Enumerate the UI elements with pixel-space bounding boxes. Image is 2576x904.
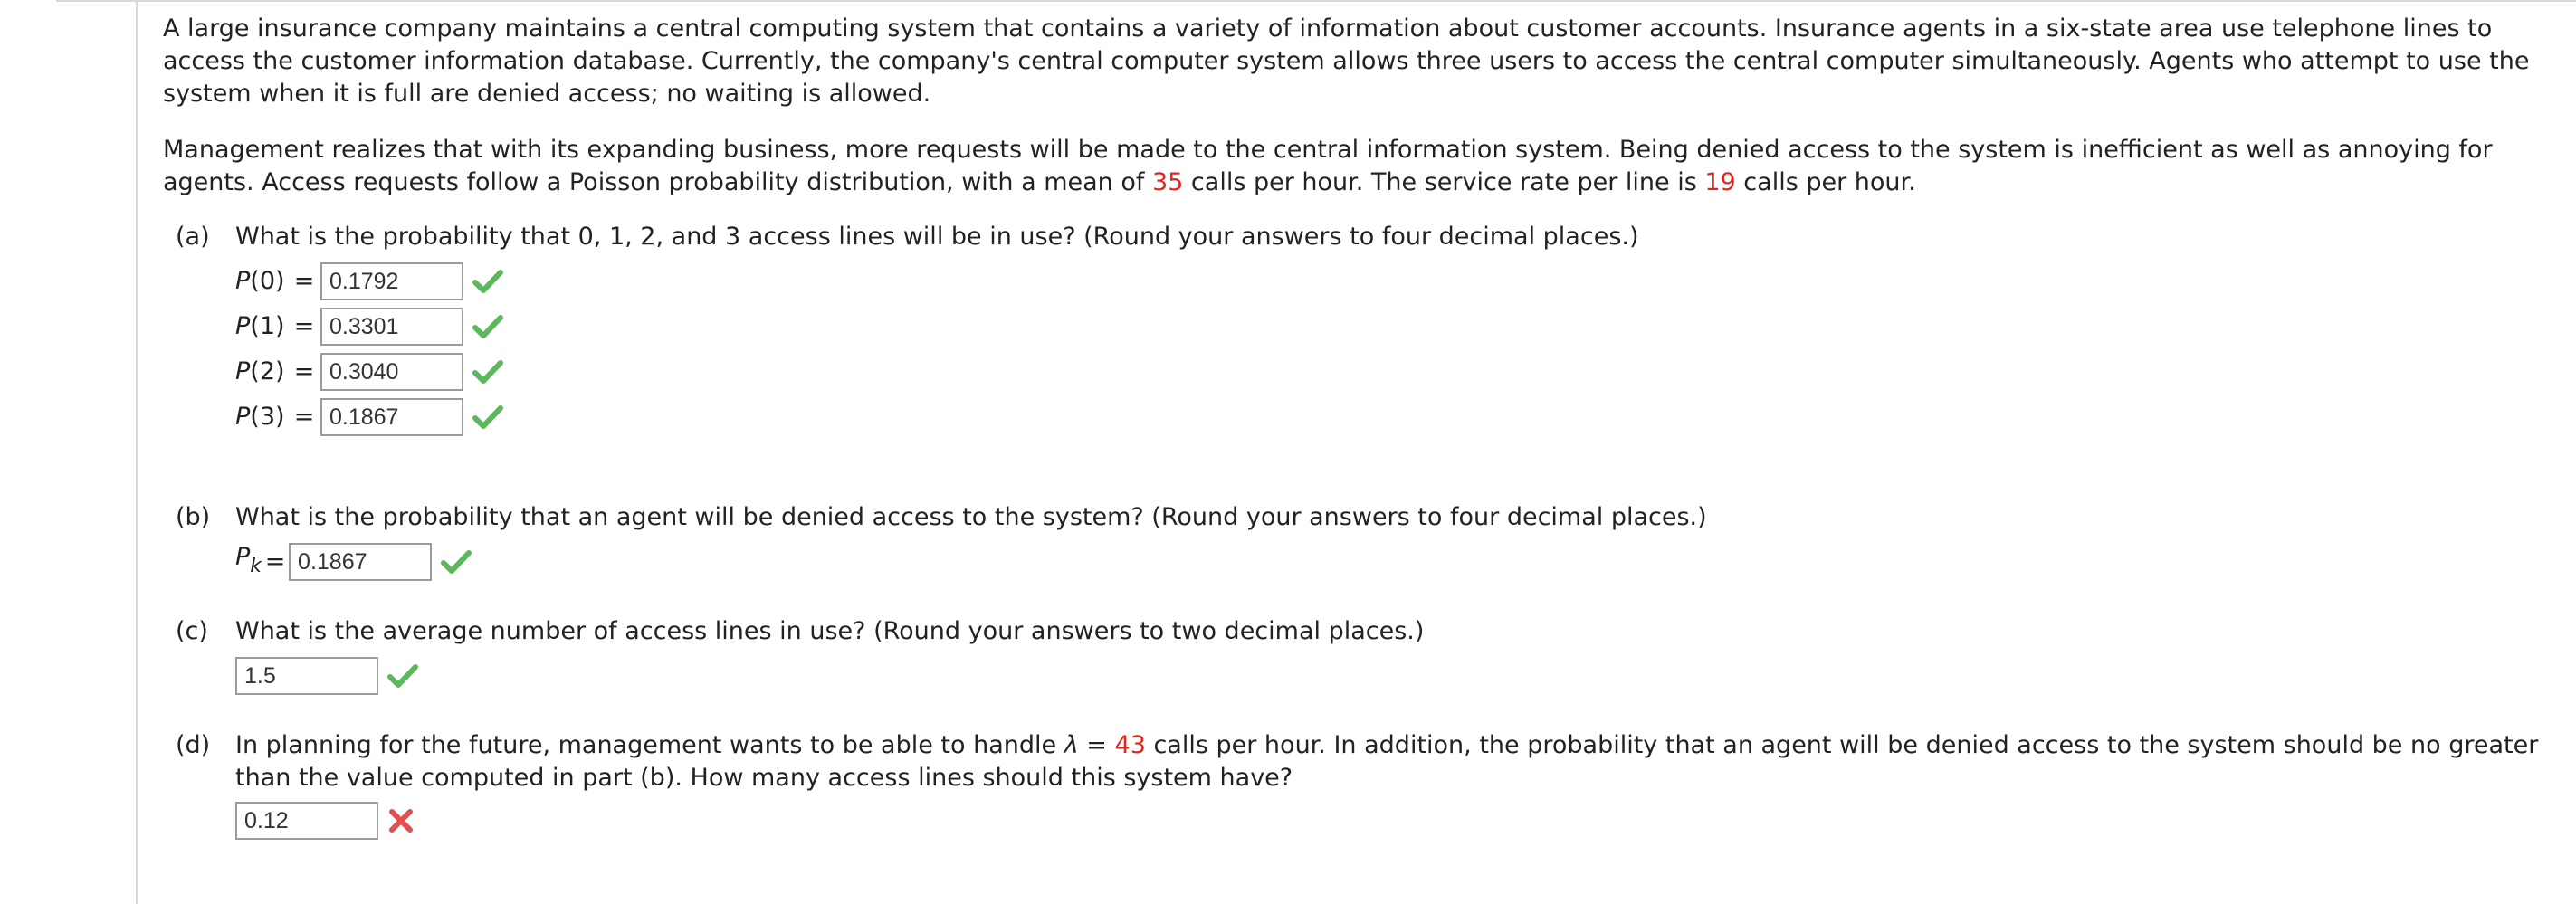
part-b-question: What is the probability that an agent will be denied access to the system? (Round your answers to four decimal places.)	[235, 503, 1707, 531]
lambda-symbol: λ	[1064, 731, 1079, 759]
answer-row-access-lines	[235, 798, 2552, 843]
avg-lines-input[interactable]: 1.5	[235, 657, 378, 695]
pk-input[interactable]: 0.1867	[289, 543, 432, 581]
service-rate-value: 19	[1704, 168, 1736, 196]
problem-content	[163, 13, 2552, 843]
p3-input[interactable]: 0.1867	[320, 398, 463, 436]
equals-sign: =	[293, 312, 315, 340]
part-c	[163, 615, 2552, 699]
answer-row-p1	[235, 304, 2552, 349]
intro-text-a: Management realizes that with its expanding business, more requests will be made to the central information system. Being denied access to the system is inefficient as well as annoying for agents. Access requests follow a Poisson probability distribution, with a mean of	[163, 136, 2493, 196]
part-a	[163, 221, 2552, 440]
cross-icon	[387, 807, 415, 834]
p2-input[interactable]: 0.3040	[320, 353, 463, 391]
equals-sign: =	[293, 357, 315, 385]
check-icon	[472, 404, 503, 431]
answer-row-p3	[235, 395, 2552, 440]
access-lines-input[interactable]: 0.12	[235, 802, 378, 840]
intro-text-c: calls per hour.	[1735, 168, 1916, 196]
left-divider	[136, 0, 138, 904]
part-c-label: (c)	[176, 617, 208, 645]
pk-label: $P_k$	[235, 543, 262, 577]
top-divider	[56, 0, 2576, 2]
check-icon	[387, 662, 418, 690]
p0-label: P(0)	[235, 267, 285, 295]
p0-input[interactable]: 0.1792	[320, 262, 463, 300]
part-d	[163, 729, 2552, 843]
p3-label: P(3)	[235, 403, 285, 431]
equals-sign: =	[293, 267, 315, 295]
intro-paragraph-1: A large insurance company maintains a central computing system that contains a variety of information about customer accounts. Insurance agents in a six-state area use telephone lines to access the customer information database. Currently, the company's central computer system allows three users to access the central computer simultaneously. Agents who attempt to use the system when it is full are denied access; no waiting is allowed.	[163, 14, 2530, 108]
answer-row-p2	[235, 349, 2552, 395]
lambda-value: 43	[1114, 731, 1146, 759]
part-a-question: What is the probability that 0, 1, 2, and 3 access lines will be in use? (Round your answers to four decimal places.)	[235, 223, 1639, 251]
answer-row-pk	[235, 539, 2552, 585]
check-icon	[472, 268, 503, 295]
part-b	[163, 501, 2552, 585]
mean-rate-value: 35	[1151, 168, 1184, 196]
check-icon	[472, 313, 503, 340]
part-c-question: What is the average number of access lines in use? (Round your answers to two decimal places.)	[235, 617, 1425, 645]
check-icon	[472, 358, 503, 385]
equals-sign: =	[293, 403, 315, 431]
p1-label: P(1)	[235, 312, 285, 340]
p2-label: P(2)	[235, 357, 285, 385]
answer-row-avg-lines	[235, 653, 2552, 699]
answer-row-p0	[235, 259, 2552, 304]
part-d-question: In planning for the future, management wants to be able to handle λ = 43 calls per hour. In addition, the probability that an agent will be denied access to the system should be no greater than the value computed in part (b). How many access lines should this system have?	[235, 731, 2539, 792]
intro-text-b: calls per hour. The service rate per line is	[1183, 168, 1705, 196]
part-b-label: (b)	[176, 503, 211, 531]
part-a-label: (a)	[176, 223, 210, 251]
p1-input[interactable]: 0.3301	[320, 308, 463, 346]
intro-paragraph-2	[163, 134, 2552, 199]
check-icon	[441, 548, 472, 576]
equals-sign: =	[264, 547, 286, 576]
part-d-label: (d)	[176, 731, 211, 759]
